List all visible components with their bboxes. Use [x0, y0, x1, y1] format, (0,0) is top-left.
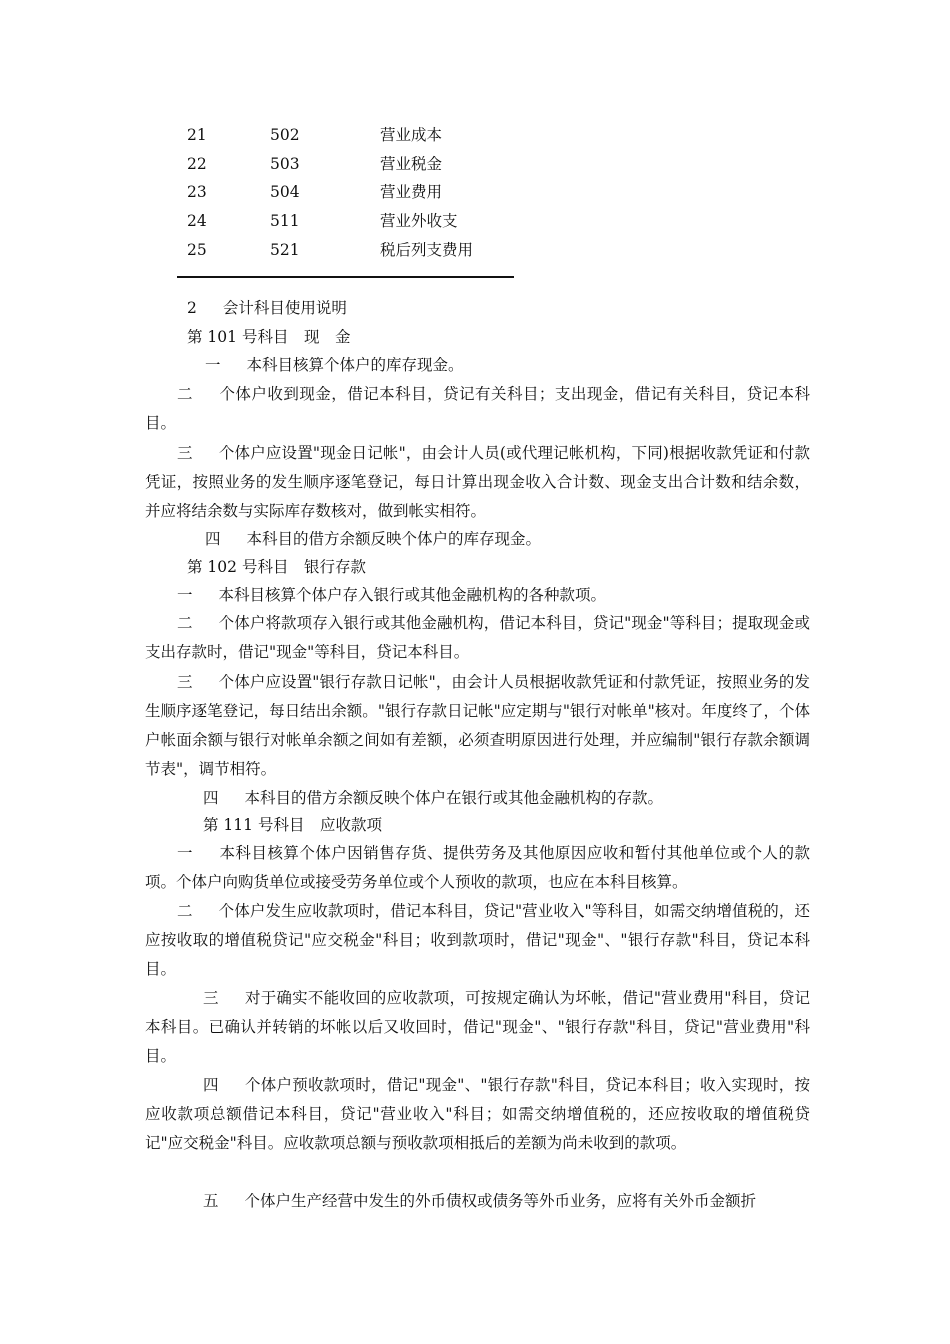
item-text: 个体户预收款项时，借记"现金"、"银行存款"科目，贷记本科目；收入实现时，按应收款项总额借记本科目，贷记"营业收入"科目；如需交纳增值税的，还应按收取的增值税贷记"应交税金"科目。应收款项总额与预收款项相抵后的差额为尚未收到的款项。 — [145, 1076, 810, 1152]
paragraph — [145, 439, 810, 526]
item-number: 一 — [177, 586, 193, 604]
item-text: 个体户将款项存入银行或其他金融机构，借记本科目，贷记"现金"等科目；提取现金或支出存款时，借记"现金"等科目，贷记本科目。 — [145, 614, 810, 661]
account-name: 营业成本 — [380, 126, 443, 144]
row-number: 24 — [187, 212, 207, 230]
item-number: 一 — [205, 356, 221, 374]
section-heading — [187, 296, 347, 320]
item-number: 三 — [177, 673, 193, 691]
item-text: 个体户收到现金，借记本科目，贷记有关科目；支出现金，借记有关科目，贷记本科目。 — [145, 385, 810, 432]
paragraph — [145, 525, 810, 554]
paragraph — [145, 581, 810, 610]
paragraph — [145, 839, 810, 897]
item-number: 二 — [177, 614, 193, 632]
item-text: 个体户发生应收款项时，借记本科目，贷记"营业收入"等科目，如需交纳增值税的，还应按收取的增值税贷记"应交税金"科目；收到款项时，借记"现金"、"银行存款"科目，贷记本科目。 — [145, 902, 810, 978]
paragraph — [145, 1187, 810, 1216]
account-name: 营业外收支 — [380, 212, 458, 230]
row-number: 23 — [187, 183, 207, 201]
row-number: 22 — [187, 155, 207, 173]
account-code: 521 — [270, 241, 300, 259]
item-number: 三 — [203, 989, 219, 1007]
paragraph — [145, 897, 810, 984]
paragraph — [145, 380, 810, 438]
item-text: 本科目核算个体户因销售存货、提供劳务及其他原因应收和暂付其他单位或个人的款项。个体户向购货单位或接受劳务单位或个人预收的款项，也应在本科目核算。 — [145, 844, 810, 891]
account-code: 511 — [270, 212, 300, 230]
paragraph — [145, 609, 810, 667]
item-text: 个体户应设置"银行存款日记帐"，由会计人员根据收款凭证和付款凭证，按照业务的发生顺序逐笔登记，每日结出余额。"银行存款日记帐"应定期与"银行对帐单"核对。年度终了，个体户帐面余额与银行对帐单余额之间如有差额，必须查明原因进行处理，并应编制"银行存款余额调节表"，调节相符。 — [145, 673, 810, 778]
account-heading-101: 第 101 号科目 现 金 — [187, 328, 351, 346]
item-number: 二 — [177, 385, 193, 403]
item-number: 四 — [203, 1076, 219, 1094]
row-number: 25 — [187, 241, 207, 259]
item-number: 一 — [177, 844, 193, 862]
account-code: 504 — [270, 183, 300, 201]
item-text: 个体户生产经营中发生的外币债权或债务等外币业务，应将有关外币金额折 — [244, 1192, 757, 1210]
row-number: 21 — [187, 126, 207, 144]
account-name: 营业税金 — [380, 155, 443, 173]
paragraph — [145, 668, 810, 784]
item-number: 三 — [177, 444, 193, 462]
item-number: 五 — [203, 1192, 219, 1210]
paragraph — [145, 1071, 810, 1158]
paragraph — [145, 984, 810, 1071]
paragraph — [145, 351, 810, 380]
item-number: 四 — [203, 789, 219, 807]
item-text: 本科目核算个体户的库存现金。 — [246, 356, 464, 374]
account-heading-102: 第 102 号科目 银行存款 — [187, 558, 366, 576]
item-text: 本科目的借方余额反映个体户的库存现金。 — [246, 530, 542, 548]
section-number: 2 — [187, 299, 197, 317]
account-heading-111: 第 111 号科目 应收款项 — [203, 816, 382, 834]
paragraph — [145, 784, 810, 813]
section-title: 会计科目使用说明 — [222, 299, 347, 317]
item-number: 四 — [205, 530, 221, 548]
item-number: 二 — [177, 902, 193, 920]
account-name: 营业费用 — [380, 183, 443, 201]
account-name: 税后列支费用 — [380, 241, 474, 259]
item-text: 本科目核算个体户存入银行或其他金融机构的各种款项。 — [218, 586, 607, 604]
account-code: 503 — [270, 155, 300, 173]
item-text: 个体户应设置"现金日记帐"，由会计人员(或代理记帐机构，下同)根据收款凭证和付款凭证，按照业务的发生顺序逐笔登记，每日计算出现金收入合计数、现金支出合计数和结余数，并应将结余数与实际库存数核对，做到帐实相符。 — [145, 444, 810, 520]
item-text: 对于确实不能收回的应收款项，可按规定确认为坏帐，借记"营业费用"科目，贷记本科目。已确认并转销的坏帐以后又收回时，借记"现金"、"银行存款"科目，贷记"营业费用"科目。 — [145, 989, 810, 1065]
account-code: 502 — [270, 126, 300, 144]
table-bottom-rule — [177, 276, 514, 278]
item-text: 本科目的借方余额反映个体户在银行或其他金融机构的存款。 — [244, 789, 664, 807]
